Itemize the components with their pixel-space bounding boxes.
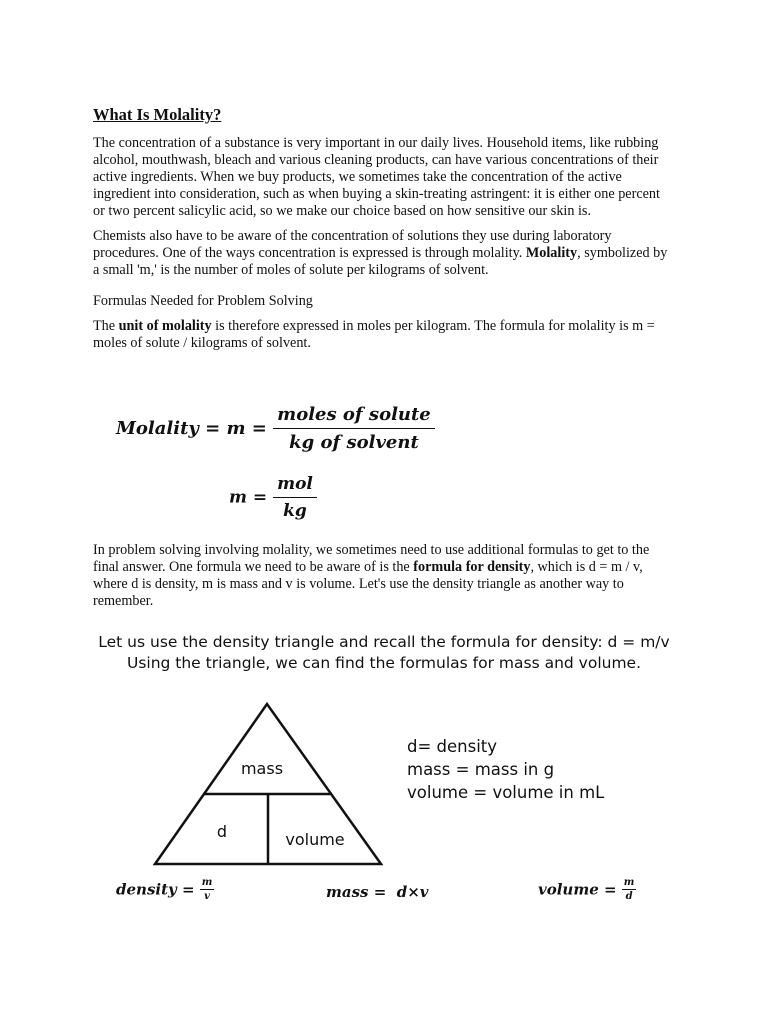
molality-denominator: kg of solvent: [289, 432, 419, 453]
m-denominator: kg: [283, 501, 307, 521]
legend-density: d= density: [407, 737, 498, 756]
volume-formula-lhs: volume =: [538, 880, 617, 899]
triangle-label-d: d: [216, 822, 228, 841]
molality-numerator: moles of solute: [273, 404, 435, 429]
page-title: What Is Molality?: [93, 105, 222, 124]
paragraph-molality: Chemists also have to be aware of the concentration of solutions they use during laboratory procedures. One of the ways concentration is expressed is through molality. Molality, symbolized by a small 'm,' is the number of moles of solute per kilograms of solvent.: [93, 228, 668, 278]
legend-mass: mass = mass in g: [407, 760, 555, 779]
caption-line-2: Using the triangle, we can find the formulas for mass and volume.: [126, 654, 642, 672]
subheading-formulas: Formulas Needed for Problem Solving: [93, 293, 313, 309]
m-formula-lhs: m =: [229, 487, 268, 508]
paragraph-unit: The unit of molality is therefore expressed in moles per kilogram. The formula for molality is m = moles of solute / kilograms of solvent.: [93, 318, 655, 351]
volume-formula: [538, 877, 636, 902]
paragraph-density: In problem solving involving molality, we sometimes need to use additional formulas to get to the final answer. One formula we need to be aware of is the formula for density, which is d = m / v, where d is density, m is mass and v is volume. Let's use the density triangle as another way to remember.: [93, 542, 650, 609]
legend-volume: volume = volume in mL: [407, 783, 605, 802]
mass-formula: mass = d×v: [326, 883, 429, 901]
density-formula: [116, 877, 214, 902]
m-numerator: mol: [273, 474, 317, 498]
density-legend: [407, 735, 604, 804]
density-formula-lhs: density =: [116, 880, 195, 899]
paragraph-intro: The concentration of a substance is very important in our daily lives. Household items, like rubbing alcohol, mouthwash, bleach and various cleaning products, can have various concentrations of their active ingredients. When we buy products, we sometimes take the concentration of the active ingredient into consideration, such as when buying a skin-treating astringent: it is either one percent or two percent salicylic acid, so we make our choice based on how sensitive our skin is.: [93, 135, 660, 219]
triangle-label-volume: volume: [285, 830, 345, 849]
term-molality: Molality: [525, 245, 578, 261]
triangle-label-mass: mass: [240, 759, 284, 778]
molality-formula-lhs: Molality = m =: [116, 418, 267, 439]
density-fraction: $\frac{m}{v}$: [201, 877, 213, 902]
term-unit-of-molality: unit of molality: [118, 318, 212, 334]
volume-fraction: $\frac{m}{d}$: [623, 877, 635, 902]
term-formula-for-density: formula for density: [413, 559, 531, 575]
caption-line-1: Let us use the density triangle and recall the formula for density: d = m/v: [98, 633, 670, 651]
